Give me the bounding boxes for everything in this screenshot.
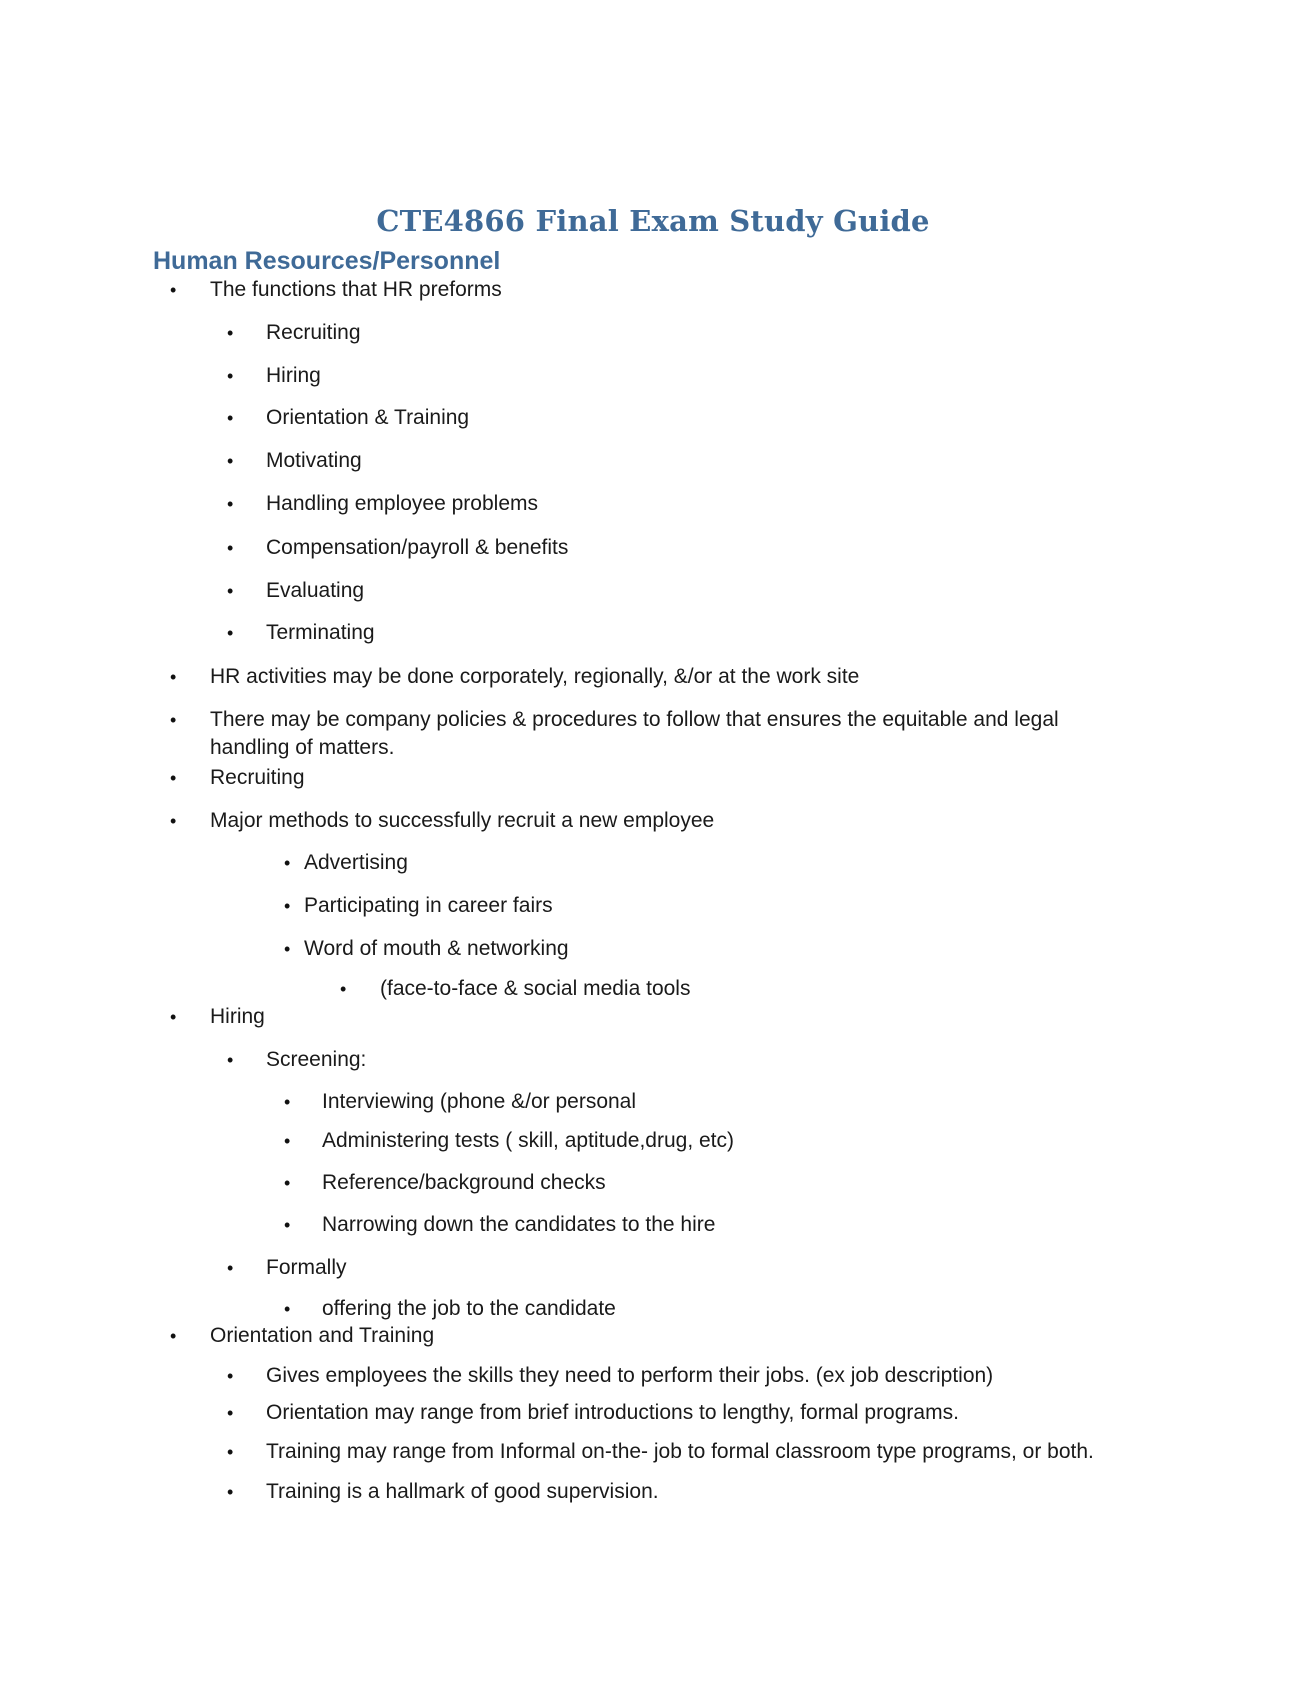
- bullet-icon: •: [227, 1403, 234, 1423]
- bullet-icon: •: [284, 1092, 291, 1112]
- bullet-icon: •: [284, 1131, 291, 1151]
- bullet-icon: •: [170, 768, 177, 788]
- bullet-icon: •: [227, 1366, 234, 1386]
- list-item: Handling employee problems: [266, 492, 538, 515]
- list-item: Recruiting: [210, 766, 305, 789]
- bullet-icon: •: [227, 623, 234, 643]
- list-item: Terminating: [266, 621, 375, 644]
- bullet-icon: •: [227, 1258, 234, 1278]
- document-title: CTE4866 Final Exam Study Guide: [376, 204, 930, 238]
- list-item: offering the job to the candidate: [322, 1297, 616, 1320]
- list-item: Participating in career fairs: [304, 894, 553, 917]
- bullet-icon: •: [284, 1215, 291, 1235]
- list-item: Training is a hallmark of good supervision.: [266, 1480, 659, 1503]
- bullet-icon: •: [227, 494, 234, 514]
- list-item: Hiring: [266, 364, 321, 387]
- bullet-icon: •: [284, 939, 291, 959]
- list-item: Motivating: [266, 449, 362, 472]
- bullet-icon: •: [284, 853, 291, 873]
- list-item: Advertising: [304, 851, 408, 874]
- list-item: Reference/background checks: [322, 1171, 606, 1194]
- bullet-icon: •: [227, 581, 234, 601]
- bullet-icon: •: [170, 667, 177, 687]
- list-item: HR activities may be done corporately, regionally, &/or at the work site: [210, 665, 860, 688]
- list-item: Orientation may range from brief introductions to lengthy, formal programs.: [266, 1401, 959, 1424]
- list-item: Compensation/payroll & benefits: [266, 536, 569, 559]
- list-item: Hiring: [210, 1005, 265, 1028]
- list-item: (face-to-face & social media tools: [380, 977, 691, 1000]
- list-item: Recruiting: [266, 321, 361, 344]
- list-item: There may be company policies & procedures to follow that ensures the equitable and legal handling of matters.: [210, 708, 1059, 759]
- bullet-icon: •: [284, 1173, 291, 1193]
- list-item: Major methods to successfully recruit a new employee: [210, 809, 715, 832]
- list-item: Training may range from Informal on-the- job to formal classroom type programs, or both.: [266, 1440, 1094, 1463]
- list-item: The functions that HR preforms: [210, 278, 502, 301]
- list-item: Interviewing (phone &/or personal: [322, 1090, 637, 1113]
- list-item: Screening:: [266, 1048, 367, 1071]
- bullet-icon: •: [227, 366, 234, 386]
- bullet-icon: •: [284, 896, 291, 916]
- bullet-icon: •: [340, 979, 347, 999]
- bullet-icon: •: [227, 1442, 234, 1462]
- list-item: Formally: [266, 1256, 347, 1279]
- list-item: Orientation and Training: [210, 1324, 435, 1347]
- list-item: Evaluating: [266, 579, 365, 602]
- bullet-icon: •: [170, 280, 177, 300]
- bullet-icon: •: [227, 1050, 234, 1070]
- section-heading: Human Resources/Personnel: [153, 247, 501, 275]
- list-item: Administering tests ( skill, aptitude,drug, etc): [322, 1129, 735, 1152]
- bullet-icon: •: [170, 811, 177, 831]
- bullet-icon: •: [170, 1326, 177, 1346]
- bullet-icon: •: [227, 451, 234, 471]
- bullet-icon: •: [170, 710, 177, 730]
- bullet-icon: •: [284, 1299, 291, 1319]
- bullet-icon: •: [227, 323, 234, 343]
- list-item: Narrowing down the candidates to the hire: [322, 1213, 716, 1236]
- list-item: Word of mouth & networking: [304, 937, 569, 960]
- list-item: Orientation & Training: [266, 406, 470, 429]
- bullet-icon: •: [227, 1482, 234, 1502]
- bullet-icon: •: [227, 408, 234, 428]
- list-item: Gives employees the skills they need to perform their jobs. (ex job description): [266, 1364, 994, 1387]
- bullet-icon: •: [227, 538, 234, 558]
- bullet-icon: •: [170, 1007, 177, 1027]
